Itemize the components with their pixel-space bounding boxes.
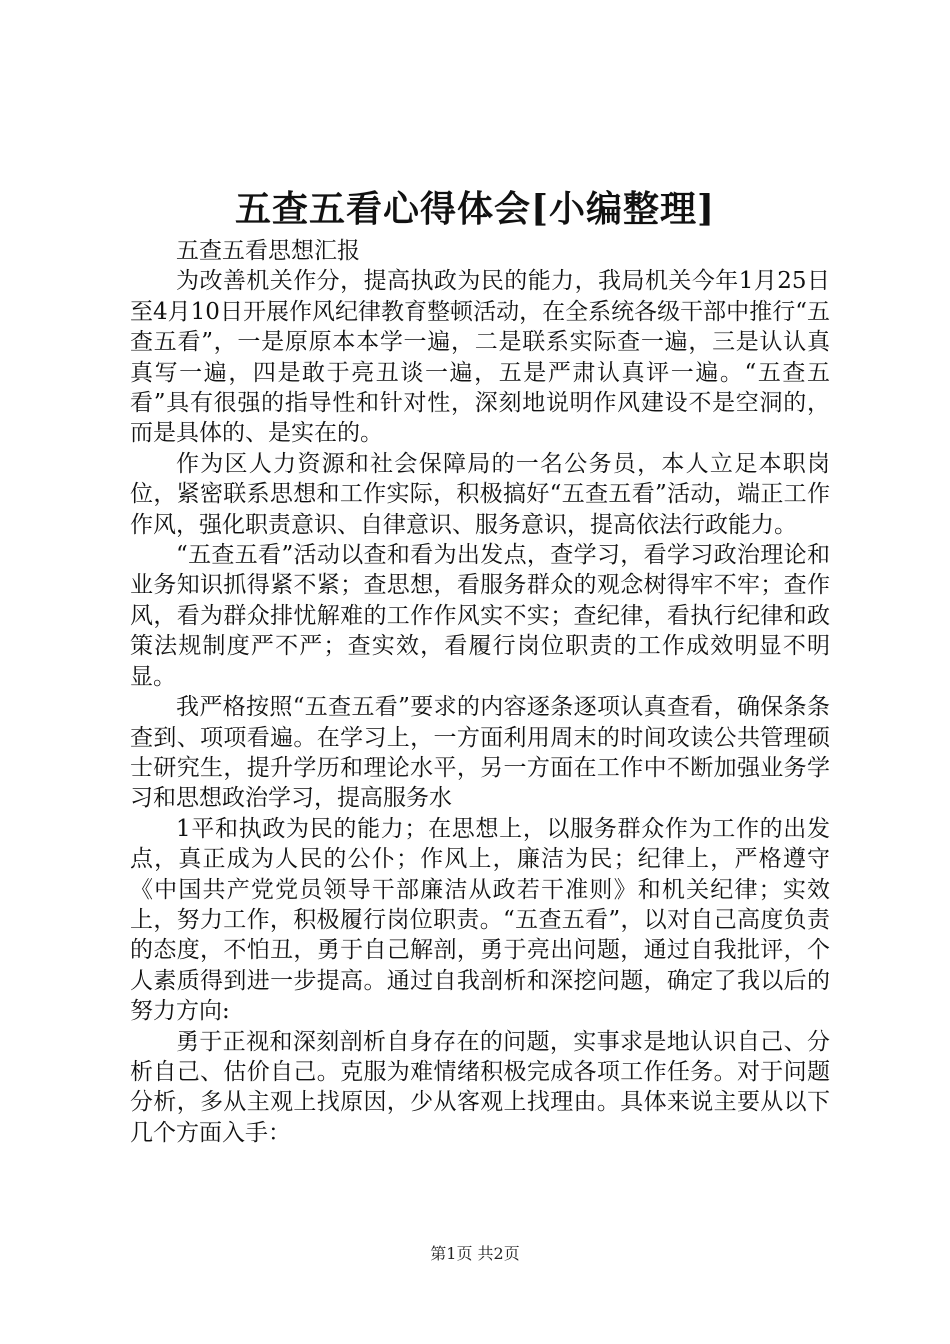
paragraph: 为改善机关作分，提高执政为民的能力，我局机关今年1月25日至4月10日开展作风纪律教育整顿活动，在全系统各级干部中推行“五查五看”，一是原原本本学一遍，二是联系实际查一遍，三是认认真真写一遍，四是敢于亮丑谈一遍，五是严肃认真评一遍。“五查五看”具有很强的指导性和针对性，深刻地说明作风建设不是空洞的，而是具体的、是实在的。: [130, 268, 830, 447]
paragraph: 1平和执政为民的能力；在思想上，以服务群众作为工作的出发点，真正成为人民的公仆；作风上，廉洁为民；纪律上，严格遵守《中国共产党党员领导干部廉洁从政若干准则》和机关纪律；实效上，努力工作，积极履行岗位职责。“五查五看”，以对自己高度负责的态度，不怕丑，勇于自己解剖，勇于亮出问题，通过自我批评，个人素质得到进一步提高。通过自我剖析和深挖问题，确定了我以后的努力方向:: [130, 815, 830, 1025]
document-body: [130, 236, 830, 1148]
paragraph: 作为区人力资源和社会保障局的一名公务员，本人立足本职岗位，紧密联系思想和工作实际，积极搞好“五查五看”活动，端正工作作风，强化职责意识、自律意识、服务意识，提高依法行政能力。: [130, 450, 830, 538]
paragraph: 勇于正视和深刻剖析自身存在的问题，实事求是地认识自己、分析自己、估价自己。克服为难情绪积极完成各项工作任务。对于问题分析，多从主观上找原因，少从客观上找理由。具体来说主要从以下几个方面入手：: [130, 1028, 830, 1146]
page-footer: 第1页 共2页: [430, 1244, 520, 1263]
paragraph: 我严格按照“五查五看”要求的内容逐条逐项认真查看，确保条条查到、项项看遍。在学习上，一方面利用周末的时间攻读公共管理硕士研究生，提升学历和理论水平，另一方面在工作中不断加强业务学习和思想政治学习，提高服务水: [130, 694, 830, 812]
document-title: 五查五看心得体会[小编整理]: [234, 188, 716, 230]
paragraph-subtitle: 五查五看思想汇报: [176, 238, 360, 264]
paragraph: “五查五看”活动以查和看为出发点，查学习，看学习政治理论和业务知识抓得紧不紧；查思想，看服务群众的观念树得牢不牢；查作风，看为群众排忧解难的工作作风实不实；查纪律，看执行纪律和政策法规制度严不严；查实效，看履行岗位职责的工作成效明显不明显。: [130, 542, 830, 690]
